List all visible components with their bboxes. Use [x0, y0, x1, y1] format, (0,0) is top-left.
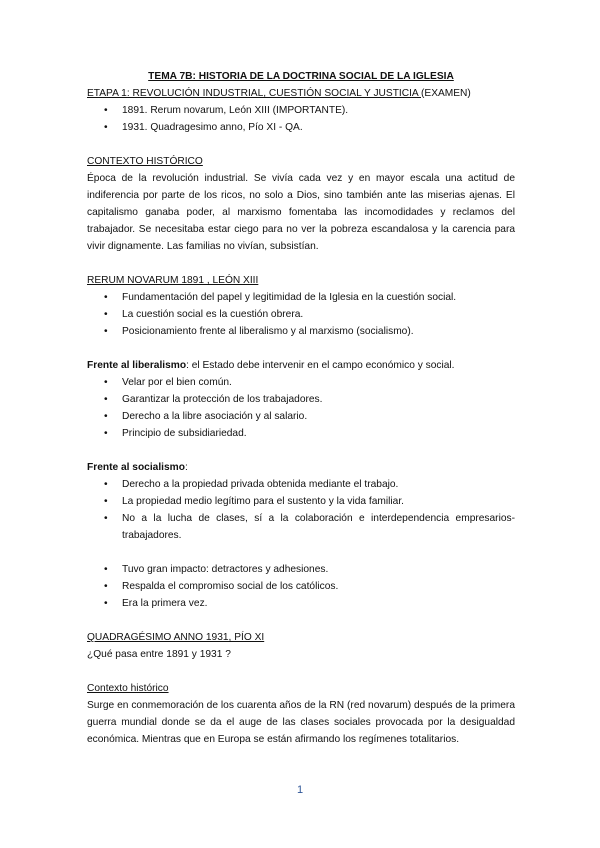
list-item: • No a la lucha de clases, sí a la colaboración e interdependencia empresarios-trabajadores. — [87, 510, 515, 544]
socialismo-heading — [87, 459, 515, 476]
etapa-list — [87, 102, 515, 136]
list-item: • 1931. Quadragesimo anno, Pío XI - QA. — [87, 119, 515, 136]
quadragesimo-heading: QUADRAGÉSIMO ANNO 1931, PÍO XI — [87, 632, 265, 643]
page-number: 1 — [296, 784, 304, 796]
etapa-heading-underlined: ETAPA 1: REVOLUCIÓN INDUSTRIAL, CUESTIÓN SOCIAL Y JUSTICIA — [87, 88, 421, 99]
list-item: • Principio de subsidiariedad. — [87, 425, 515, 442]
list-item: • La cuestión social es la cuestión obrera. — [87, 306, 515, 323]
liberalismo-heading — [87, 357, 515, 374]
list-item: • Respalda el compromiso social de los católicos. — [87, 578, 515, 595]
contexto-heading: CONTEXTO HISTÓRICO — [87, 156, 203, 167]
list-item: • Garantizar la protección de los trabajadores. — [87, 391, 515, 408]
list-item: • La propiedad medio legítimo para el sustento y la vida familiar. — [87, 493, 515, 510]
contexto2-heading: Contexto histórico — [87, 683, 169, 694]
liberalismo-label: Frente al liberalismo — [87, 360, 187, 371]
impacto-list — [87, 561, 515, 612]
list-item: • Derecho a la propiedad privada obtenida mediante el trabajo. — [87, 476, 515, 493]
list-item: • 1891. Rerum novarum, León XIII (IMPORTANTE). — [87, 102, 515, 119]
rerum-list — [87, 289, 515, 340]
list-item: • Era la primera vez. — [87, 595, 515, 612]
socialismo-label: Frente al socialismo — [87, 462, 185, 473]
list-item: • Fundamentación del papel y legitimidad de la Iglesia en la cuestión social. — [87, 289, 515, 306]
contexto-paragraph: Época de la revolución industrial. Se vivía cada vez y en mayor escala una actitud de indiferencia por parte de los ricos, no solo a Dios, sino también ante las miserias ajenas. El capitalismo ganaba poder, al marxismo fomentaba las incomodidades y reclamos del trabajador. Se necesitaba estar ciego para no ver la pobreza escandalosa y la carencia para vivir dignamente. Las familias no vivían, subsistían. — [87, 173, 515, 252]
etapa-heading — [87, 85, 515, 102]
document-title: TEMA 7B: HISTORIA DE LA DOCTRINA SOCIAL DE LA IGLESIA — [148, 71, 454, 82]
quadragesimo-question: ¿Qué pasa entre 1891 y 1931 ? — [87, 649, 231, 660]
liberalismo-list — [87, 374, 515, 442]
list-item: • Posicionamiento frente al liberalismo y al marxismo (socialismo). — [87, 323, 515, 340]
rerum-heading: RERUM NOVARUM 1891 , LEÓN XIII — [87, 275, 259, 286]
list-item: • Tuvo gran impacto: detractores y adhesiones. — [87, 561, 515, 578]
socialismo-list — [87, 476, 515, 544]
socialismo-text: : — [184, 462, 188, 473]
liberalismo-text: : el Estado debe intervenir en el campo económico y social. — [186, 360, 455, 371]
list-item: • Derecho a la libre asociación y al salario. — [87, 408, 515, 425]
etapa-heading-rest: (EXAMEN) — [421, 88, 471, 99]
contexto2-paragraph: Surge en conmemoración de los cuarenta años de la RN (red novarum) después de la primera guerra mundial donde se da el auge de las clases sociales provocada por la desigualdad económica. Mientras que en Europa se están afirmando los regímenes totalitarios. — [87, 700, 515, 745]
list-item: • Velar por el bien común. — [87, 374, 515, 391]
